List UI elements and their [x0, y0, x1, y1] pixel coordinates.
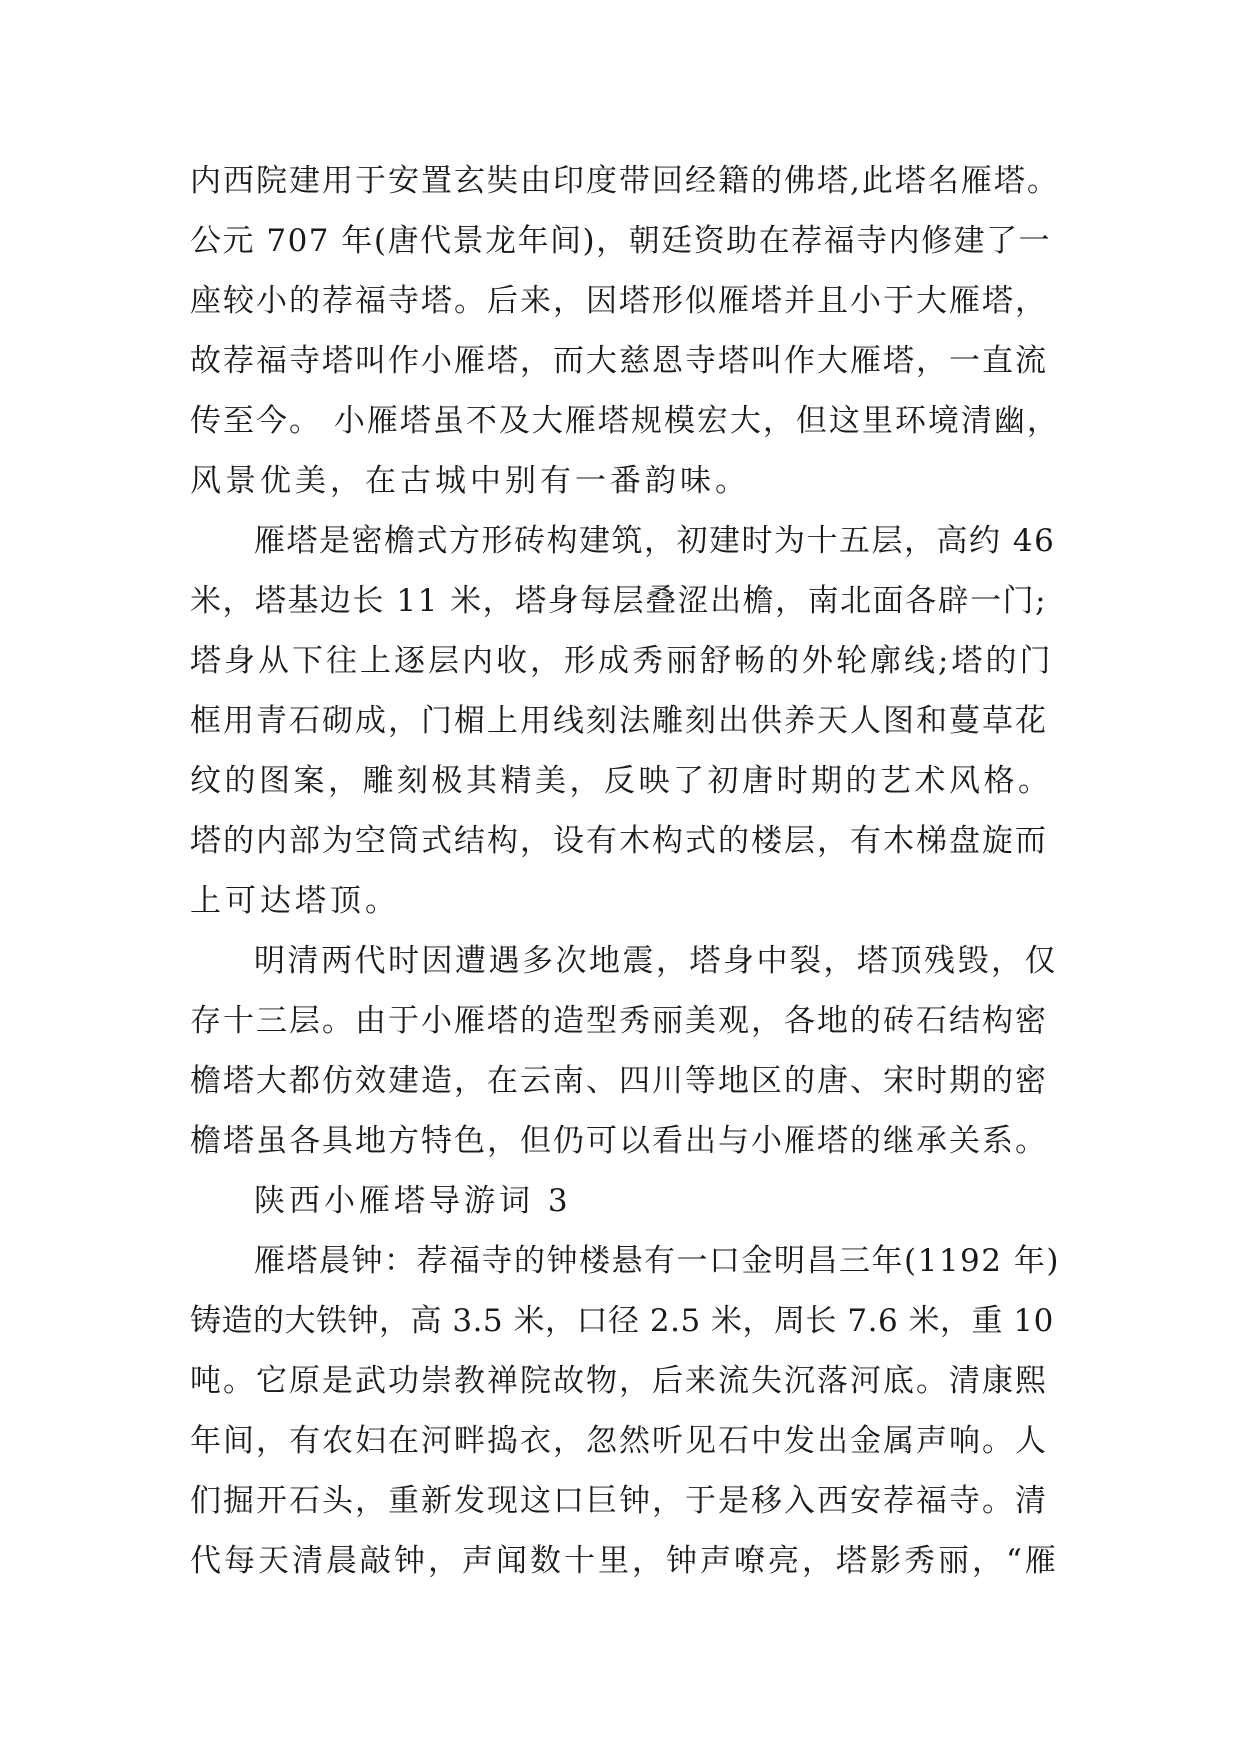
text-line: 框用青石砌成，门楣上用线刻法雕刻出供养天人图和蔓草花 — [190, 703, 1048, 739]
text-line: 们掘开石头，重新发现这口巨钟，于是移入西安荐福寺。清 — [190, 1483, 1048, 1519]
text-line: 上可达塔顶。 — [190, 883, 400, 919]
text-line: 风景优美，在古城中别有一番韵味。 — [190, 463, 750, 499]
paragraph-first-line: 雁塔是密檐式方形砖构建筑，初建时为十五层，高约 46 — [254, 523, 1056, 559]
text-line: 故荐福寺塔叫作小雁塔，而大慈恩寺塔叫作大雁塔，一直流 — [190, 343, 1048, 379]
text-line: 吨。它原是武功崇教禅院故物，后来流失沉落河底。清康熙 — [190, 1363, 1048, 1399]
text-line: 传至今。 小雁塔虽不及大雁塔规模宏大，但这里环境清幽， — [190, 403, 1060, 439]
text-line: 纹的图案，雕刻极其精美，反映了初唐时期的艺术风格。 — [190, 763, 1053, 799]
paragraph-first-line: 明清两代时因遭遇多次地震，塔身中裂，塔顶残毁，仅 — [254, 943, 1058, 979]
section-heading: 陕西小雁塔导游词 3 — [254, 1183, 572, 1219]
text-line: 座较小的荐福寺塔。后来，因塔形似雁塔并且小于大雁塔， — [190, 283, 1048, 319]
text-line: 檐塔虽各具地方特色，但仍可以看出与小雁塔的继承关系。 — [190, 1123, 1048, 1159]
text-line: 代每天清晨敲钟，声闻数十里，钟声嘹亮，塔影秀丽，“雁 — [190, 1543, 1059, 1579]
text-line: 檐塔大都仿效建造，在云南、四川等地区的唐、宋时期的密 — [190, 1063, 1048, 1099]
text-line: 塔的内部为空筒式结构，设有木构式的楼层，有木梯盘旋而 — [190, 823, 1048, 859]
paragraph-first-line: 雁塔晨钟：荐福寺的钟楼悬有一口金明昌三年(1192 年) — [254, 1243, 1060, 1279]
text-line: 内西院建用于安置玄奘由印度带回经籍的佛塔,此塔名雁塔。 — [190, 163, 1060, 199]
text-line: 存十三层。由于小雁塔的造型秀丽美观，各地的砖石结构密 — [190, 1003, 1048, 1039]
text-line: 铸造的大铁钟，高 3.5 米，口径 2.5 米，周长 7.6 米，重 10 — [190, 1303, 1054, 1339]
text-line: 年间，有农妇在河畔捣衣，忽然听见石中发出金属声响。人 — [190, 1423, 1048, 1459]
text-line: 塔身从下往上逐层内收，形成秀丽舒畅的外轮廓线;塔的门 — [190, 643, 1054, 679]
text-line: 公元 707 年(唐代景龙年间)，朝廷资助在荐福寺内修建了一 — [190, 223, 1052, 259]
text-line: 米，塔基边长 11 米，塔身每层叠涩出檐，南北面各辟一门; — [190, 583, 1048, 619]
